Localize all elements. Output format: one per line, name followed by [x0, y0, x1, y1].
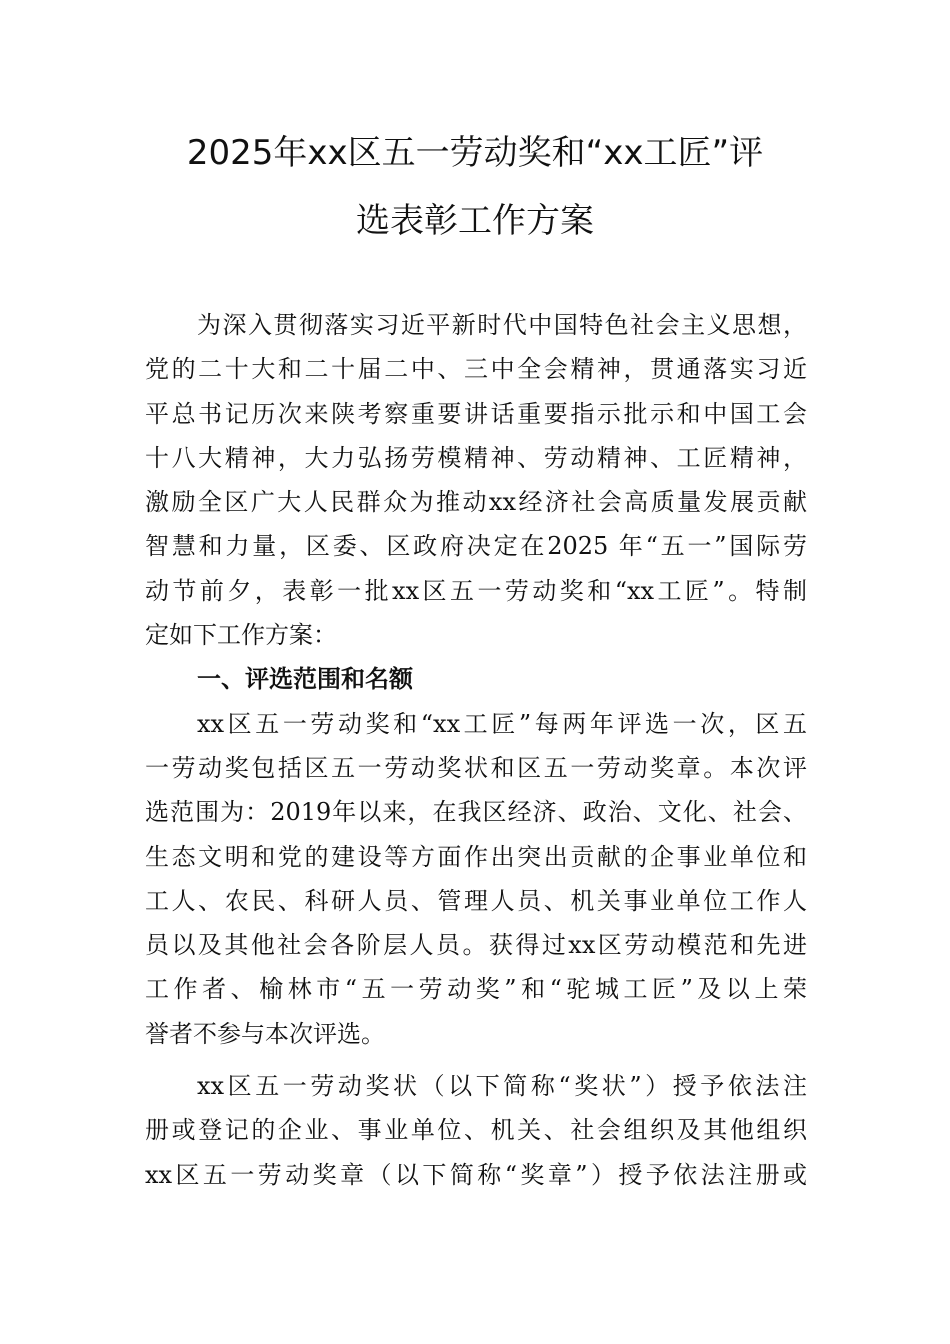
- document-title-line-1: 2025年xx区五一劳动奖和“xx工匠”评: [186, 133, 764, 173]
- text-line: 誉者不参与本次评选。: [145, 1019, 385, 1048]
- text-line: xx区五一劳动奖状（以下简称“奖状”）授予依法注: [197, 1072, 807, 1101]
- text-line: 生态文明和党的建设等方面作出突出贡献的企事业单位和: [145, 842, 807, 871]
- text-line: 一劳动奖包括区五一劳动奖状和区五一劳动奖章。本次评: [145, 753, 807, 782]
- text-line: 工作者、榆林市“五一劳动奖”和“驼城工匠”及以上荣: [145, 975, 807, 1004]
- section-heading: 一、评选范围和名额: [197, 665, 413, 694]
- text-line: 定如下工作方案：: [145, 621, 337, 650]
- text-line: 为深入贯彻落实习近平新时代中国特色社会主义思想，: [197, 311, 807, 339]
- text-line: 册或登记的企业、事业单位、机关、社会组织及其他组织: [145, 1116, 807, 1145]
- text-line: 员以及其他社会各阶层人员。获得过xx区劳动模范和先进: [145, 931, 807, 960]
- paragraph-awards: [145, 1064, 807, 1197]
- document-body: [145, 303, 807, 1197]
- text-line: 选范围为：2019年以来，在我区经济、政治、文化、社会、: [145, 798, 807, 827]
- paragraph-scope: [145, 702, 807, 1056]
- text-line: xx区五一劳动奖章（以下简称“奖章”）授予依法注册或: [145, 1160, 807, 1189]
- text-line: xx区五一劳动奖和“xx工匠”每两年评选一次，区五: [197, 709, 807, 738]
- text-line: 十八大精神，大力弘扬劳模精神、劳动精神、工匠精神，: [145, 443, 807, 472]
- text-line: 工人、农民、科研人员、管理人员、机关事业单位工作人: [145, 886, 807, 915]
- document-title-line-2: 选表彰工作方案: [356, 201, 594, 241]
- text-line: 党的二十大和二十届二中、三中全会精神，贯通落实习近: [145, 355, 807, 384]
- paragraph-intro: [145, 303, 807, 657]
- text-line: 动节前夕，表彰一批xx区五一劳动奖和“xx工匠”。特制: [145, 576, 807, 605]
- text-line: 激励全区广大人民群众为推动xx经济社会高质量发展贡献: [145, 488, 807, 517]
- text-line: 智慧和力量，区委、区政府决定在2025 年“五一”国际劳: [145, 532, 807, 561]
- text-line: 平总书记历次来陕考察重要讲话重要指示批示和中国工会: [145, 399, 807, 428]
